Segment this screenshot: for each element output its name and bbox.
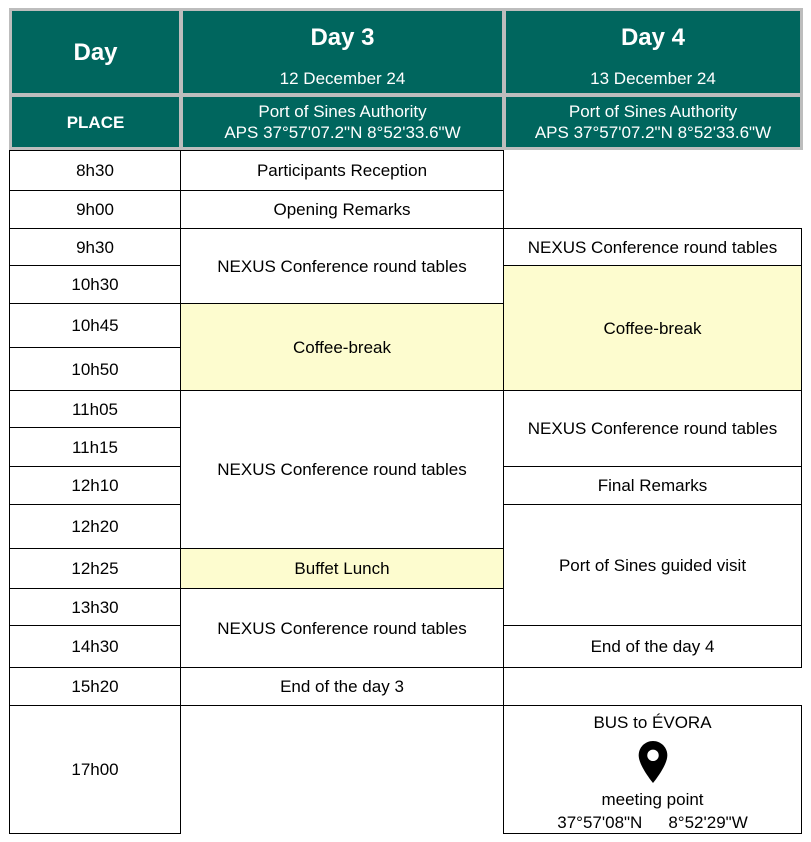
day4-event-highlight [503,265,802,391]
day3-title: Day 3 [310,24,375,51]
time-text: 13h30 [71,597,119,617]
time-cell [9,190,181,229]
event-text: Coffee-break [603,318,702,338]
day-header-label [9,8,182,96]
time-text: 10h45 [71,316,119,335]
day3-place-coords: APS 37°57'07.2"N 8°52'33.6"W [224,123,461,142]
time-cell [9,228,181,266]
day3-event-highlight [180,303,504,391]
place-label-text: PLACE [66,112,125,132]
time-cell [9,667,181,706]
event-text: Coffee-break [293,337,391,357]
time-text: 17h00 [71,760,119,779]
place-label [9,94,182,150]
time-cell [9,548,181,589]
time-text: 10h50 [71,359,119,379]
day3-event [180,150,504,191]
time-cell [9,588,181,626]
time-text: 10h30 [71,275,119,294]
day-label-text: Day [73,38,118,66]
time-cell [9,504,181,549]
day4-event [503,466,802,505]
time-cell [9,390,181,428]
time-cell [9,427,181,467]
bus-text: BUS to ÉVORA [593,713,712,732]
day3-event [180,667,504,706]
day3-header [180,8,505,96]
event-text: NEXUS Conference round tables [217,256,467,276]
day4-header [503,8,803,96]
time-cell [9,347,181,391]
day4-event [503,390,802,467]
day4-event [503,625,802,668]
time-text: 12h10 [71,476,119,495]
time-text: 15h20 [71,677,119,696]
time-cell [9,265,181,304]
time-cell [9,625,181,668]
time-text: 9h30 [76,237,114,257]
time-cell [9,303,181,348]
event-text: Opening Remarks [273,200,411,219]
event-text: Participants Reception [256,161,428,180]
meeting-point-lat: 37°57'08"N [557,813,643,832]
day4-title: Day 4 [620,24,686,51]
day3-event [180,588,504,668]
day4-place-coords: APS 37°57'07.2"N 8°52'33.6"W [534,123,772,142]
day3-date: 12 December 24 [279,69,406,88]
time-text: 12h20 [71,517,119,536]
day4-event [503,228,802,266]
event-text: End of the day 4 [590,637,715,656]
day3-event-highlight [180,548,504,589]
event-text: NEXUS Conference round tables [217,618,467,638]
event-text: Port of Sines guided visit [558,555,747,575]
time-text: 11h15 [71,437,118,457]
event-text: Buffet Lunch [294,559,390,578]
day4-place-name: Port of Sines Authority [568,102,738,121]
time-text: 14h30 [71,637,119,656]
time-cell [9,150,181,191]
event-text: NEXUS Conference round tables [527,237,778,257]
day4-event [503,504,802,626]
time-text: 8h30 [76,161,114,180]
event-text: NEXUS Conference round tables [217,460,467,479]
event-text: Final Remarks [597,476,708,495]
meeting-point-lon: 8°52'29"W [668,813,748,832]
time-cell [9,705,181,834]
event-text: NEXUS Conference round tables [527,419,778,438]
meeting-point-label: meeting point [601,790,704,809]
day3-event [180,228,504,304]
event-text: End of the day 3 [280,677,404,696]
time-text: 9h00 [76,200,114,219]
day4-bus-event [503,705,802,834]
day4-date: 13 December 24 [590,69,716,88]
time-text: 12h25 [71,559,119,578]
day3-event [180,390,504,549]
day3-place [180,94,505,150]
meeting-point-coords [557,812,748,833]
map-pin-icon [638,741,668,783]
day3-event [180,190,504,229]
time-cell [9,466,181,505]
day3-place-name: Port of Sines Authority [258,102,427,121]
time-text: 11h05 [71,399,118,419]
day4-place [503,94,803,150]
